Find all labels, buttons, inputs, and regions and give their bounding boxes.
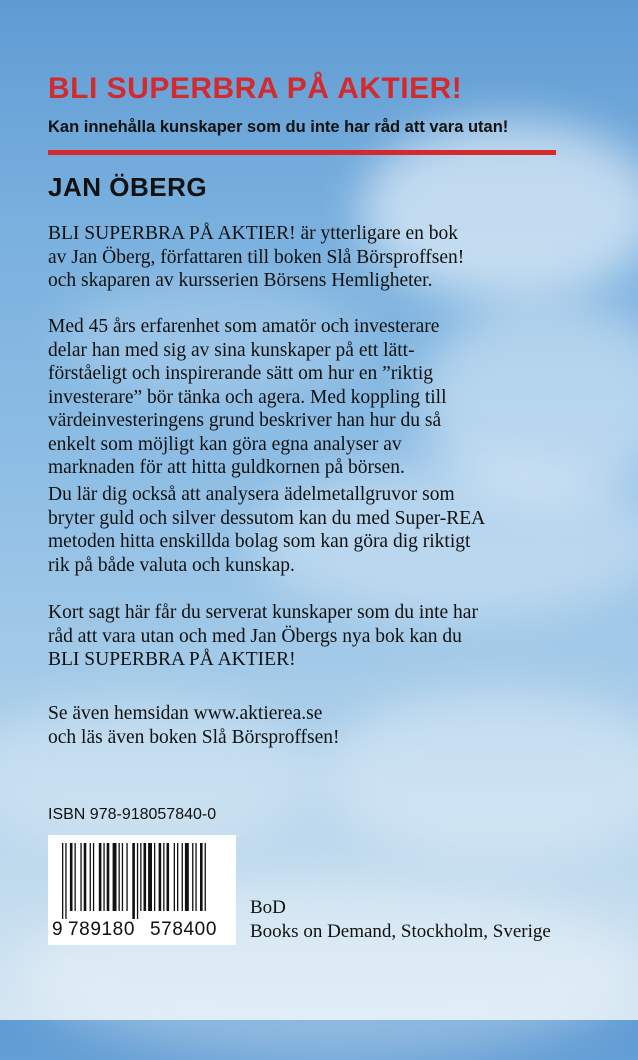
author-name: JAN ÖBERG xyxy=(48,172,208,202)
paragraph-line: av Jan Öberg, författaren till boken Slå Börsproffsen! xyxy=(48,246,465,268)
paragraph-line: Du lär dig också att analysera ädelmetallgruvor som xyxy=(48,484,455,505)
barcode xyxy=(48,835,236,945)
barcode-digit-first: 9 xyxy=(52,919,63,940)
paragraph-line: metoden hitta enskillda bolag som kan göra dig riktigt xyxy=(48,531,471,552)
paragraph-line: och skaparen av kursserien Börsens Hemligheter. xyxy=(48,270,433,291)
barcode-digits-right: 578400 xyxy=(150,919,218,940)
paragraph-website xyxy=(48,702,608,749)
book-title: BLI SUPERBRA PÅ AKTIER! xyxy=(48,72,463,105)
paragraph-line: BLI SUPERBRA PÅ AKTIER! är ytterligare en bok xyxy=(48,223,459,244)
paragraph-line: BLI SUPERBRA PÅ AKTIER! xyxy=(48,649,296,670)
publisher-short: BoD xyxy=(250,897,286,918)
isbn-number: ISBN 978-918057840-0 xyxy=(48,806,217,823)
barcode-digits-left: 789180 xyxy=(68,919,136,940)
paragraph-line: delar han med sig av sina kunskaper på ett lätt- xyxy=(48,339,415,361)
paragraph-line: och läs även boken Slå Börsproffsen! xyxy=(48,726,340,748)
publisher-long: Books on Demand, Stockholm, Sverige xyxy=(250,921,551,942)
paragraph-line: råd att vara utan och med Jan Öbergs nya bok kan du xyxy=(48,625,462,647)
paragraph-line: förståeligt och inspirerande sätt om hur en ”riktig xyxy=(48,363,434,384)
paragraph-line: Se även hemsidan www.aktierea.se xyxy=(48,703,323,724)
paragraph-line: värdeinvesteringens grund beskriver han hur du så xyxy=(48,410,442,431)
paragraph-intro xyxy=(48,222,608,293)
paragraph-summary xyxy=(48,601,608,672)
barcode-digits xyxy=(48,917,236,943)
paragraph-line: enkelt som möjligt kan göra egna analyser av xyxy=(48,433,402,455)
paragraph-experience xyxy=(48,315,608,480)
paragraph-line: investerare” bör tänka och agera. Med koppling till xyxy=(48,386,447,408)
red-divider xyxy=(48,150,556,155)
barcode-bars-icon xyxy=(48,835,236,921)
paragraph-line: bryter guld och silver dessutom kan du med Super-REA xyxy=(48,507,486,529)
paragraph-line: Med 45 års erfarenhet som amatör och investerare xyxy=(48,316,440,337)
paragraph-gold-mining xyxy=(48,483,608,577)
book-subtitle: Kan innehålla kunskaper som du inte har råd att vara utan! xyxy=(48,118,509,136)
paragraph-line: marknaden för att hitta guldkornen på börsen. xyxy=(48,457,405,478)
paragraph-line: rik på både valuta och kunskap. xyxy=(48,554,295,576)
paragraph-line: Kort sagt här får du serverat kunskaper som du inte har xyxy=(48,602,478,623)
